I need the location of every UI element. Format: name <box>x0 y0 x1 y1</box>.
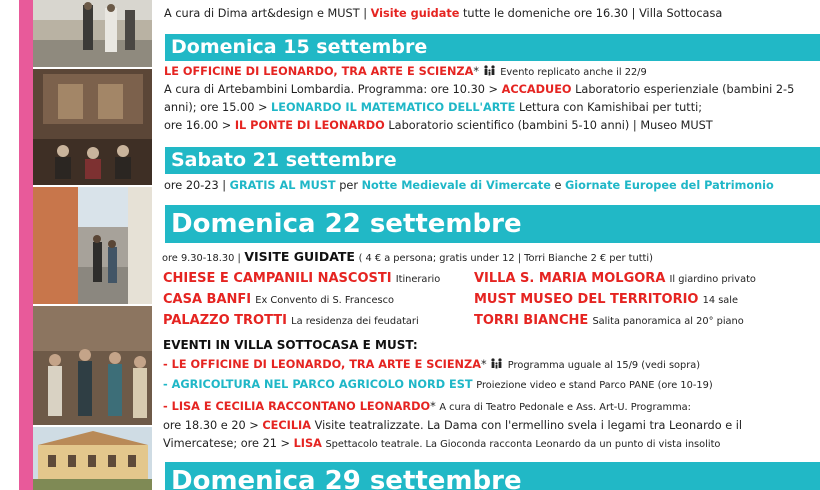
asterisk: * <box>473 65 479 78</box>
guided-tours-link: Visite guidate <box>370 7 460 20</box>
event-note: A cura di Teatro Pedonale e Ass. Art-U. Programma: <box>439 402 691 413</box>
header-prefix: A cura di Dima art&design e MUST | <box>164 7 368 20</box>
lab-name: IL PONTE DI LEONARDO <box>234 119 385 132</box>
place-item <box>474 270 756 289</box>
prices: ( 4 € a persona; gratis under 12 | Torri Bianche 2 € per tutti) <box>358 253 653 264</box>
s22-line1 <box>162 250 653 266</box>
photo-palace-hall <box>33 69 152 185</box>
photo-villa-building <box>33 427 152 490</box>
text: anni); ore 15.00 > <box>164 101 268 114</box>
s22-event2 <box>163 378 713 393</box>
place-desc: La residenza dei feudatari <box>291 316 419 327</box>
event-note: Proiezione video e stand Parco PANE (ore 10-19) <box>476 380 713 391</box>
places-right <box>474 270 756 331</box>
s15-event-line <box>164 65 647 80</box>
text: Laboratorio scientifico (bambini 5-10 anni) | Museo MUST <box>388 119 713 132</box>
s15-line2 <box>164 83 794 97</box>
photo-guided-visit <box>33 306 152 425</box>
text: Visite teatralizzate. La Dama con l'ermellino svela i legami tra Leonardo e il <box>314 419 743 432</box>
place-item <box>474 312 756 331</box>
place-desc: Itinerario <box>395 274 441 285</box>
event-title: - LISA E CECILIA RACCONTANO LEONARDO <box>163 400 431 413</box>
events-heading-text: EVENTI IN VILLA SOTTOCASA E MUST: <box>163 338 418 352</box>
text: ore 20-23 | <box>164 179 227 192</box>
place-name: MUST MUSEO DEL TERRITORIO <box>474 292 699 307</box>
text: Vimercatese; ore 21 > <box>163 437 290 450</box>
family-icon <box>490 358 504 369</box>
place-name: VILLA S. MARIA MOLGORA <box>474 271 666 286</box>
pink-side-bar <box>19 0 33 490</box>
s21-line <box>164 179 774 193</box>
text: Lettura con Kamishibai per tutti; <box>518 101 703 114</box>
band-21-settembre <box>165 147 820 174</box>
event-title: - AGRICOLTURA NEL PARCO AGRICOLO NORD EST <box>163 378 473 391</box>
place-item <box>474 291 756 310</box>
header-suffix: tutte le domeniche ore 16.30 | Villa Sottocasa <box>462 7 723 20</box>
s22-event3 <box>163 400 691 415</box>
header-line <box>164 7 722 21</box>
place-item <box>163 312 440 331</box>
event-note: Evento replicato anche il 22/9 <box>500 67 647 78</box>
guided-tours: VISITE GUIDATE <box>244 249 355 264</box>
photo-street-tour <box>33 187 152 304</box>
places-left <box>163 270 440 331</box>
event-note: Programma uguale al 15/9 (vedi sopra) <box>507 360 701 371</box>
section-title: Domenica 29 settembre <box>171 466 522 490</box>
place-desc: Ex Convento di S. Francesco <box>255 295 394 306</box>
place-name: CASA BANFI <box>163 292 252 307</box>
section-title: Domenica 15 settembre <box>171 36 428 58</box>
s15-line4 <box>164 119 713 133</box>
place-name: CHIESE E CAMPANILI NASCOSTI <box>163 271 392 286</box>
text: e <box>554 179 562 192</box>
text: Laboratorio esperienziale (bambini 2-5 <box>575 83 795 96</box>
text: ore 18.30 e 20 > <box>163 419 259 432</box>
place-name: PALAZZO TROTTI <box>163 313 287 328</box>
family-icon <box>483 65 497 76</box>
photo-walking-group <box>33 0 152 67</box>
events-heading <box>163 338 418 353</box>
text: ore 16.00 > <box>164 119 232 132</box>
text: A cura di Artebambini Lombardia. Programma: ore 10.30 > <box>164 83 498 96</box>
section-title: Sabato 21 settembre <box>171 149 397 171</box>
photo-strip <box>33 0 152 490</box>
s22-event3-line3 <box>163 437 720 452</box>
workshop-name: ACCADUEO <box>501 83 572 96</box>
place-item <box>163 270 440 289</box>
asterisk: * <box>430 400 436 413</box>
place-desc: 14 sale <box>702 295 739 306</box>
event-name: Notte Medievale di Vimercate <box>361 179 551 192</box>
event-title: LE OFFICINE DI LEONARDO, TRA ARTE E SCIENZA <box>164 65 474 78</box>
band-29-settembre <box>165 462 820 490</box>
asterisk: * <box>480 358 487 371</box>
s22-event1 <box>163 358 700 373</box>
place-desc: Il giardino privato <box>669 274 756 285</box>
place-name: TORRI BIANCHE <box>474 313 589 328</box>
free-entry: GRATIS AL MUST <box>229 179 336 192</box>
time: ore 9.30-18.30 | <box>162 253 241 264</box>
show-name: LISA <box>293 437 322 450</box>
section-title: Domenica 22 settembre <box>171 209 522 239</box>
band-22-settembre <box>165 205 820 243</box>
text: per <box>339 179 358 192</box>
place-item <box>163 291 440 310</box>
text: Spettacolo teatrale. La Gioconda racconta Leonardo da un punto di vista insolito <box>325 439 721 450</box>
event-title: - LE OFFICINE DI LEONARDO, TRA ARTE E SCIENZA <box>163 358 481 371</box>
event-name: Giornate Europee del Patrimonio <box>565 179 774 192</box>
reading-name: LEONARDO IL MATEMATICO DELL'ARTE <box>271 101 516 114</box>
place-desc: Salita panoramica al 20° piano <box>592 316 744 327</box>
s15-line3 <box>164 101 702 115</box>
show-name: CECILIA <box>262 419 312 432</box>
band-15-settembre <box>165 34 820 61</box>
s22-event3-line2 <box>163 419 742 433</box>
